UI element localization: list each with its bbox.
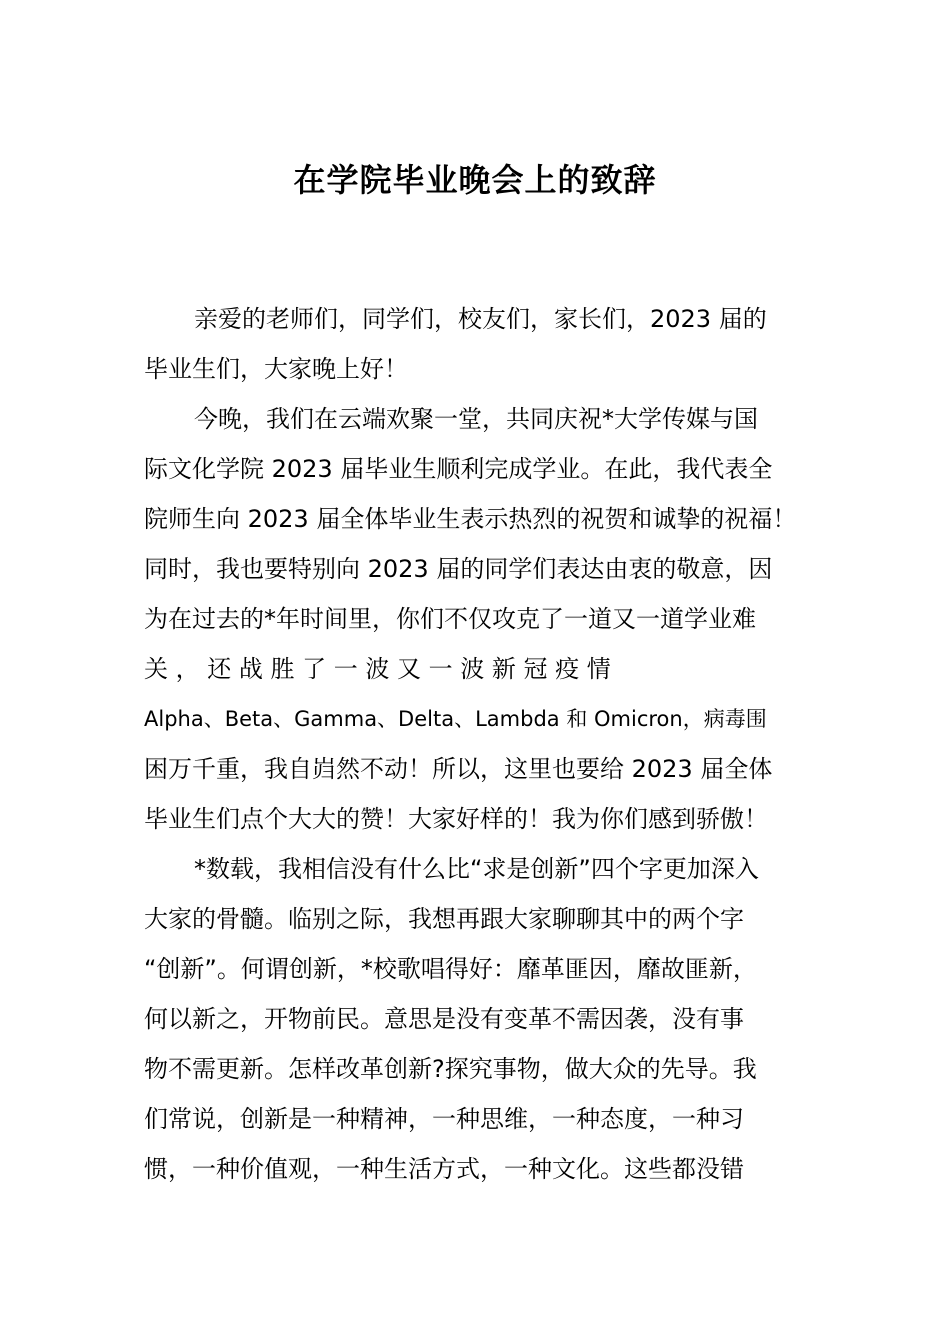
paragraph-line: 际文化学院 2023 届毕业生顺利完成学业。在此，我代表全 xyxy=(144,455,773,483)
paragraph-line: 毕业生们点个大大的赞！大家好样的！我为你们感到骄傲！ xyxy=(144,805,768,833)
paragraph-line: 大家的骨髓。临别之际，我想再跟大家聊聊其中的两个字 xyxy=(144,905,744,933)
paragraph-line: 亲爱的老师们，同学们，校友们，家长们，2023 届的 xyxy=(194,305,767,333)
paragraph-line: *数载，我相信没有什么比“求是创新”四个字更加深入 xyxy=(194,855,759,883)
paragraph-line: “创新”。何谓创新，*校歌唱得好：靡革匪因，靡故匪新， xyxy=(144,955,757,983)
paragraph-line: 院师生向 2023 届全体毕业生表示热烈的祝贺和诚挚的祝福！ xyxy=(144,505,797,533)
paragraph-line: 惯，一种价值观，一种生活方式，一种文化。这些都没错 xyxy=(144,1155,744,1183)
paragraph-line: 物不需更新。怎样改革创新?探究事物，做大众的先导。我 xyxy=(144,1055,757,1083)
paragraph-line: 困万千重，我自岿然不动！所以，这里也要给 2023 届全体 xyxy=(144,755,773,783)
paragraph-line: 毕业生们，大家晚上好！ xyxy=(144,355,408,383)
paragraph-line: 们常说，创新是一种精神，一种思维，一种态度，一种习 xyxy=(144,1105,744,1133)
paragraph-line: 今晚，我们在云端欢聚一堂，共同庆祝*大学传媒与国 xyxy=(194,405,758,433)
document-title: 在学院毕业晚会上的致辞 xyxy=(293,161,657,199)
paragraph-line: 关 ， 还 战 胜 了 一 波 又 一 波 新 冠 疫 情 xyxy=(144,655,611,683)
paragraph-line: 何以新之，开物前民。意思是没有变革不需因袭，没有事 xyxy=(144,1005,744,1033)
document-body xyxy=(144,294,808,1194)
paragraph-line: 为在过去的*年时间里，你们不仅攻克了一道又一道学业难 xyxy=(144,605,756,633)
paragraph-line: Alpha、Beta、Gamma、Delta、Lambda 和 Omicron，病毒围 xyxy=(144,707,767,731)
paragraph-line: 同时，我也要特别向 2023 届的同学们表达由衷的敬意，因 xyxy=(144,555,773,583)
